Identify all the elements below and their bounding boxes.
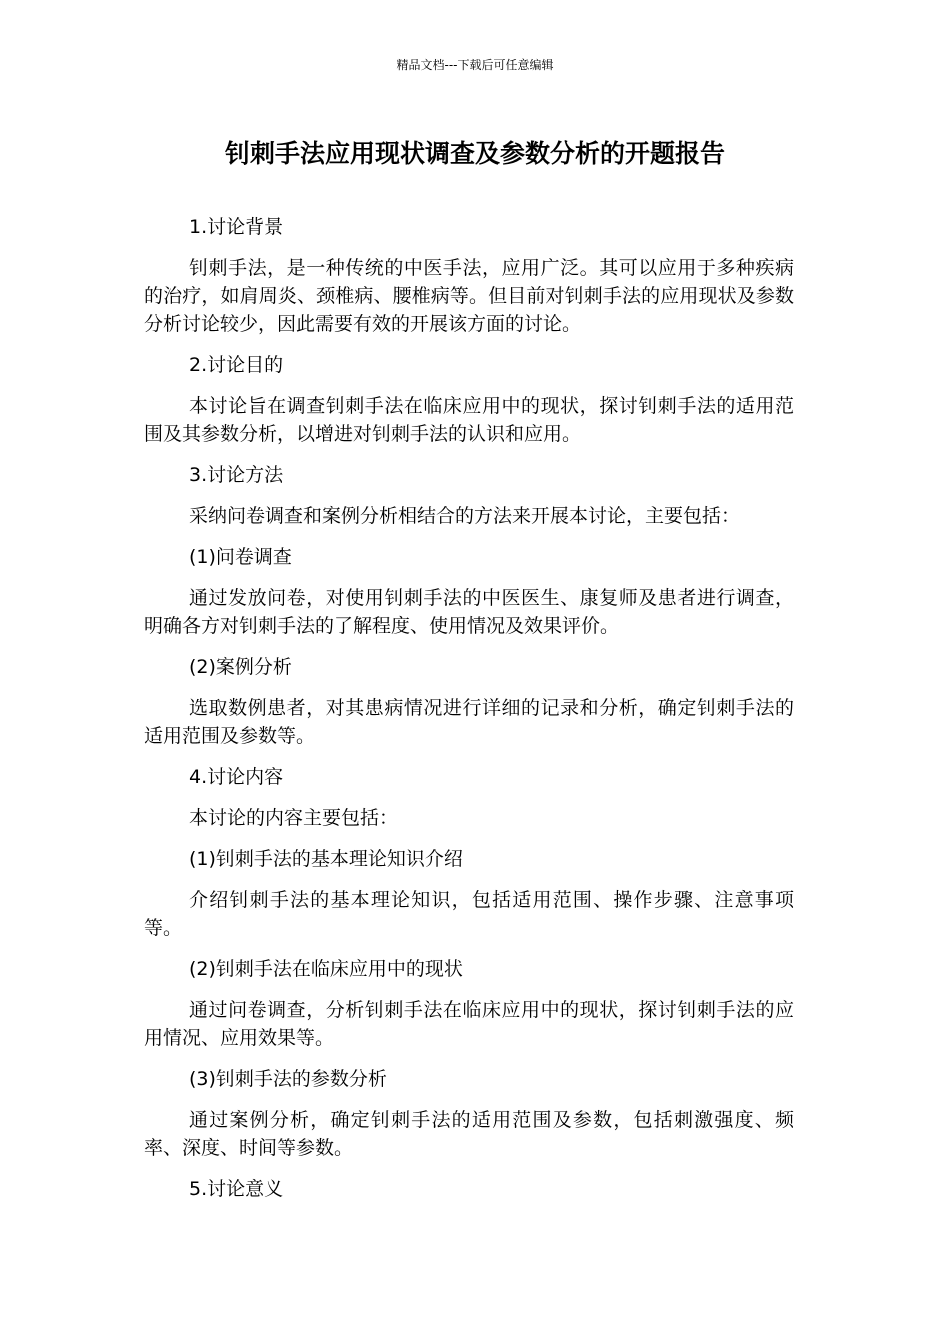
section-heading-purpose: 2.讨论目的 <box>189 354 284 376</box>
section-heading-content: 4.讨论内容 <box>189 766 284 788</box>
paragraph-clinical-status: 通过问卷调查，分析钊刺手法在临床应用中的现状，探讨钊刺手法的应用情况、应用效果等。 <box>144 999 794 1049</box>
paragraph-content-intro: 本讨论的内容主要包括： <box>189 807 399 829</box>
paragraph-case-analysis: 选取数例患者，对其患病情况进行详细的记录和分析，确定钊刺手法的适用范围及参数等。 <box>144 697 794 747</box>
section-heading-significance: 5.讨论意义 <box>189 1178 284 1200</box>
section-heading-method: 3.讨论方法 <box>189 464 284 486</box>
subheading-theory: (1)钊刺手法的基本理论知识介绍 <box>189 848 463 870</box>
document-title: 钊刺手法应用现状调查及参数分析的开题报告 <box>224 139 725 168</box>
paragraph-method-intro: 采纳问卷调查和案例分析相结合的方法来开展本讨论，主要包括： <box>189 505 741 527</box>
subheading-case-analysis: (2)案例分析 <box>189 656 292 678</box>
document-body <box>144 213 794 1216</box>
paragraph-background: 钊刺手法，是一种传统的中医手法，应用广泛。其可以应用于多种疾病的治疗，如肩周炎、颈椎病、腰椎病等。但目前对钊刺手法的应用现状及参数分析讨论较少，因此需要有效的开展该方面的讨论。 <box>144 257 794 335</box>
section-heading-background: 1.讨论背景 <box>189 216 284 238</box>
subheading-questionnaire: (1)问卷调查 <box>189 546 292 568</box>
subheading-parameter-analysis: (3)钊刺手法的参数分析 <box>189 1068 387 1090</box>
paragraph-questionnaire: 通过发放问卷，对使用钊刺手法的中医医生、康复师及患者进行调查，明确各方对钊刺手法的了解程度、使用情况及效果评价。 <box>144 587 794 637</box>
subheading-clinical-status: (2)钊刺手法在临床应用中的现状 <box>189 958 463 980</box>
paragraph-purpose: 本讨论旨在调查钊刺手法在临床应用中的现状，探讨钊刺手法的适用范围及其参数分析，以增进对钊刺手法的认识和应用。 <box>144 395 794 445</box>
header-note: 精品文档---下载后可任意编辑 <box>396 58 554 72</box>
paragraph-theory: 介绍钊刺手法的基本理论知识，包括适用范围、操作步骤、注意事项等。 <box>144 889 794 939</box>
paragraph-parameter-analysis: 通过案例分析，确定钊刺手法的适用范围及参数，包括刺激强度、频率、深度、时间等参数。 <box>144 1109 794 1159</box>
